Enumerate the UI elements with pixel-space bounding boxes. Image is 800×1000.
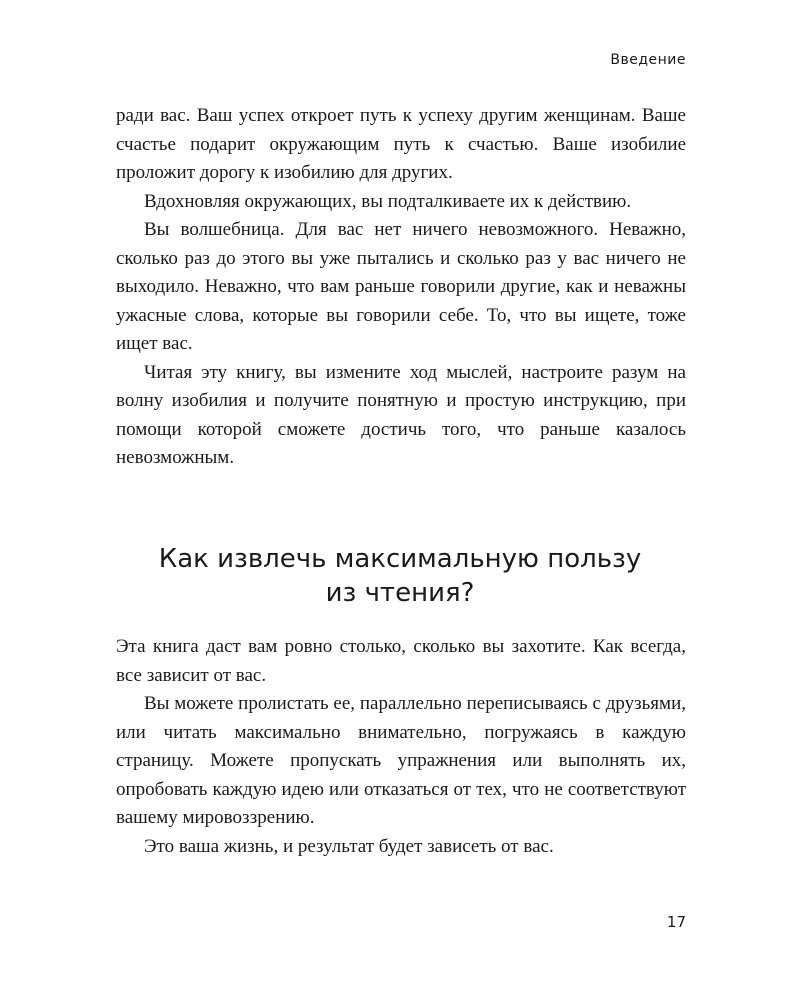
section-text-block	[116, 633, 686, 861]
paragraph: Вы можете пролистать ее, параллельно переписываясь с друзьями, или читать максимально внимательно, погружаясь в каждую страницу. Можете пропускать упражнения или выполнять их, опробовать каждую идею или отказаться от тех, что не соответствуют вашему мировоззрению.	[116, 693, 686, 828]
section-heading-line-2: из чтения?	[325, 578, 475, 608]
paragraph: Это ваша жизнь, и результат будет зависеть от вас.	[144, 835, 554, 857]
paragraph: Эта книга даст вам ровно столько, сколько вы захотите. Как всегда, все зависит от вас.	[116, 636, 686, 686]
section-heading-line-1: Как извлечь максимальную пользу	[158, 544, 642, 574]
section-heading	[100, 542, 700, 610]
paragraph: Вы волшебница. Для вас нет ничего невозможного. Неважно, сколько раз до этого вы уже пытались и сколько раз у вас ничего не выходило. Неважно, что вам раньше говорили другие, как и неважны ужасные слова, которые вы говорили себе. То, что вы ищете, тоже ищет вас.	[116, 219, 686, 354]
page-number: 17	[666, 913, 686, 931]
running-head: Введение	[610, 52, 686, 68]
intro-text-block	[116, 102, 686, 473]
paragraph: Вдохновляя окружающих, вы подталкиваете их к действию.	[144, 190, 632, 212]
paragraph: Читая эту книгу, вы измените ход мыслей, настроите разум на волну изобилия и получите понятную и простую инструкцию, при помощи которой сможете достичь того, что раньше казалось невозможным.	[116, 361, 686, 468]
paragraph: ради вас. Ваш успех откроет путь к успеху другим женщинам. Ваше счастье подарит окружающим путь к счастью. Ваше изобилие проложит дорогу к изобилию для других.	[116, 105, 686, 183]
